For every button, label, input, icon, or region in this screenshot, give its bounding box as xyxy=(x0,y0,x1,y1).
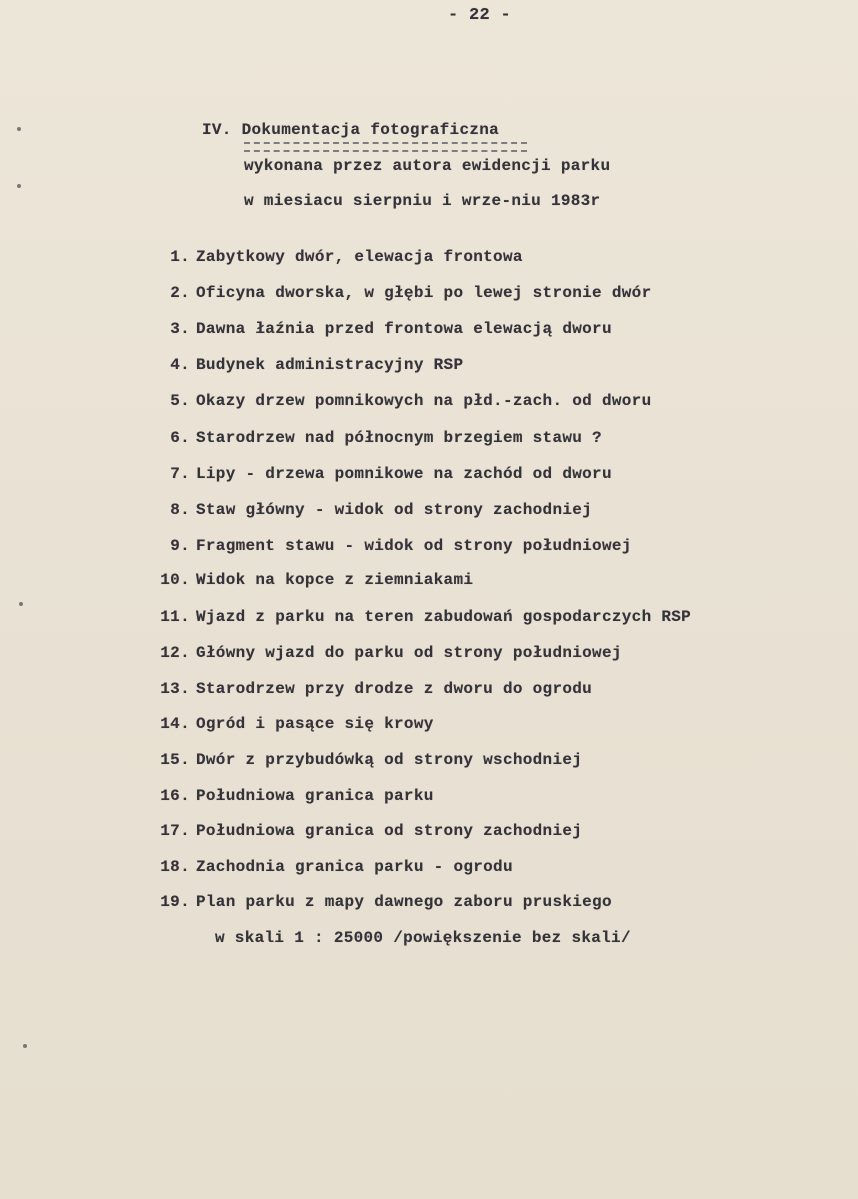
list-item xyxy=(152,537,632,555)
list-item xyxy=(152,858,513,876)
item-text: Ogród i pasące się krowy xyxy=(196,715,434,733)
item-text: Wjazd z parku na teren zabudowań gospodarczych RSP xyxy=(196,608,692,626)
binder-hole-mark xyxy=(23,1044,27,1048)
item-number: 11. xyxy=(160,608,190,626)
page-number: - 22 - xyxy=(448,6,512,25)
item-text: Starodrzew nad północnym brzegiem stawu ? xyxy=(196,429,602,447)
list-item xyxy=(152,715,434,733)
item-text: Budynek administracyjny RSP xyxy=(196,356,464,374)
item-text: Starodrzew przy drodze z dworu do ogrodu xyxy=(196,680,593,698)
item-number: 18. xyxy=(160,858,190,876)
item-number: 19. xyxy=(160,893,190,911)
item-number: 15. xyxy=(160,751,190,769)
item-number: 6. xyxy=(170,429,190,447)
list-item xyxy=(152,644,622,662)
list-item xyxy=(152,465,612,483)
item-number: 14. xyxy=(160,715,190,733)
item-text: Plan parku z mapy dawnego zaboru pruskiego xyxy=(196,893,612,911)
item-number: 9. xyxy=(170,537,190,555)
list-item xyxy=(152,608,691,626)
item-number: 8. xyxy=(170,501,190,519)
item-text: Widok na kopce z ziemniakami xyxy=(196,571,474,589)
item-text: Oficyna dworska, w głębi po lewej stronie dwór xyxy=(196,284,652,302)
item-number: 16. xyxy=(160,787,190,805)
list-item xyxy=(152,429,602,447)
heading-line-1: wykonana przez autora ewidencji parku xyxy=(244,157,611,175)
item-text: Zachodnia granica parku - ogrodu xyxy=(196,858,513,876)
item-text: Główny wjazd do parku od strony południowej xyxy=(196,644,622,662)
list-item xyxy=(152,751,582,769)
item-text: Południowa granica od strony zachodniej xyxy=(196,822,583,840)
list-item-continuation: w skali 1 : 25000 /powiększenie bez skali/ xyxy=(215,929,631,947)
item-text: Lipy - drzewa pomnikowe na zachód od dworu xyxy=(196,465,612,483)
binder-hole-mark xyxy=(19,602,23,606)
list-item xyxy=(152,501,592,519)
item-text: Okazy drzew pomnikowych na płd.-zach. od dworu xyxy=(196,392,652,410)
list-item xyxy=(152,571,473,589)
item-text: Dawna łaźnia przed frontowa elewacją dworu xyxy=(196,320,612,338)
list-item xyxy=(152,320,612,338)
section-heading: IV. Dokumentacja fotograficzna xyxy=(202,121,500,139)
item-text: Staw główny - widok od strony zachodniej xyxy=(196,501,593,519)
item-number: 4. xyxy=(170,356,190,374)
binder-hole-mark xyxy=(17,127,21,131)
heading-underline xyxy=(244,142,527,152)
item-number: 5. xyxy=(170,392,190,410)
item-number: 2. xyxy=(170,284,190,302)
list-item xyxy=(152,392,651,410)
item-number: 7. xyxy=(170,465,190,483)
item-text: Zabytkowy dwór, elewacja frontowa xyxy=(196,248,523,266)
list-item xyxy=(152,893,612,911)
list-item xyxy=(152,356,463,374)
list-item xyxy=(152,248,523,266)
item-number: 13. xyxy=(160,680,190,698)
item-number: 17. xyxy=(160,822,190,840)
item-number: 12. xyxy=(160,644,190,662)
list-item xyxy=(152,787,434,805)
binder-hole-mark xyxy=(17,184,21,188)
list-item xyxy=(152,822,582,840)
list-item xyxy=(152,680,592,698)
list-item xyxy=(152,284,651,302)
item-text: Fragment stawu - widok od strony południowej xyxy=(196,537,632,555)
heading-line-2: w miesiacu sierpniu i wrze-niu 1983r xyxy=(244,192,601,210)
item-number: 3. xyxy=(170,320,190,338)
item-number: 1. xyxy=(170,248,190,266)
item-number: 10. xyxy=(160,571,190,589)
item-text: Południowa granica parku xyxy=(196,787,434,805)
item-text: Dwór z przybudówką od strony wschodniej xyxy=(196,751,583,769)
